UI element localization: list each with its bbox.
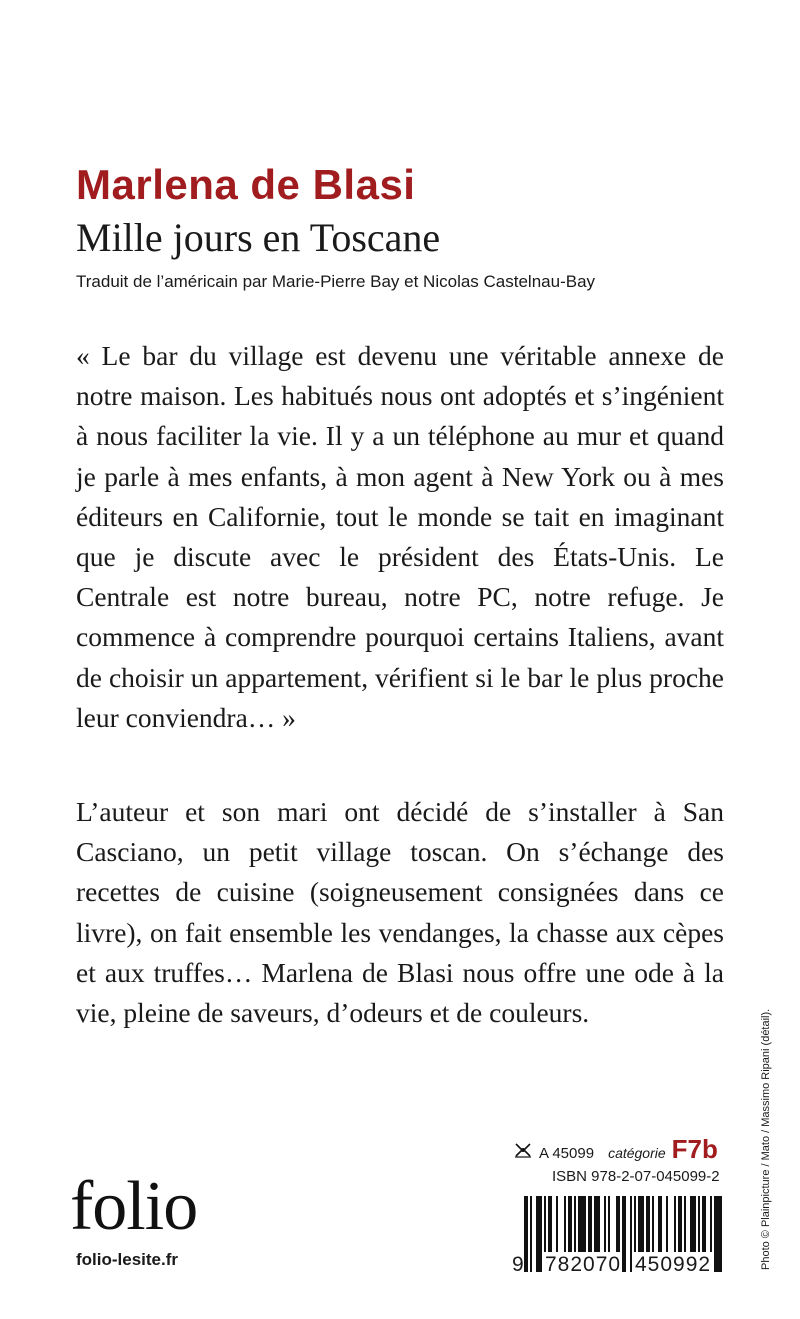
barcode-first-digit: 9 bbox=[512, 1253, 524, 1276]
catalog-reference bbox=[513, 1134, 718, 1165]
isbn-number: ISBN 978-2-07-045099-2 bbox=[552, 1168, 720, 1185]
barcode-group-right: 450992 bbox=[635, 1253, 712, 1276]
category-label: catégorie bbox=[608, 1145, 666, 1161]
book-title: Mille jours en Toscane bbox=[76, 215, 441, 260]
category-code: F7b bbox=[671, 1134, 718, 1164]
photo-credit: Photo © Plainpicture / Mato / Massimo Ripani (détail). bbox=[760, 1008, 772, 1270]
book-summary: L’auteur et son mari ont décidé de s’installer à San Casciano, un petit village toscan. On s’échange des recettes de cuisine (soigneusement consignées dans ce livre), on fait ensemble les vendanges, la chasse aux cèpes et aux truffes… Marlena de Blasi nous offre une ode à la vie, pleine de saveurs, d’odeurs et de couleurs. bbox=[76, 796, 724, 1029]
author-name: Marlena de Blasi bbox=[76, 161, 416, 208]
reference-number: A 45099 bbox=[539, 1145, 595, 1162]
excerpt-quote: « Le bar du village est devenu une véritable annexe de notre maison. Les habitués nous ont adoptés et s’ingénient à nous faciliter la vie. Il y a un téléphone au mur et quand je parle à mes enfants, à mon agent à New York ou à mes éditeurs en Californie, tout le monde se tait en imaginant que je discute avec le président des États-Unis. Le Centrale est notre bureau, notre PC, notre refuge. Je commence à comprendre pourquoi certains Italiens, avant de choisir un appartement, vérifient si le bar le plus proche leur conviendra… » bbox=[76, 340, 724, 733]
translator-credit: Traduit de l’américain par Marie-Pierre Bay et Nicolas Castelnau-Bay bbox=[76, 272, 596, 291]
folio-website[interactable]: folio-lesite.fr bbox=[76, 1250, 179, 1269]
gallimard-emblem-icon bbox=[513, 1141, 533, 1159]
barcode-group-left: 782070 bbox=[545, 1253, 622, 1276]
folio-logo: folio bbox=[70, 1168, 198, 1245]
barcode-digits bbox=[512, 1252, 726, 1278]
